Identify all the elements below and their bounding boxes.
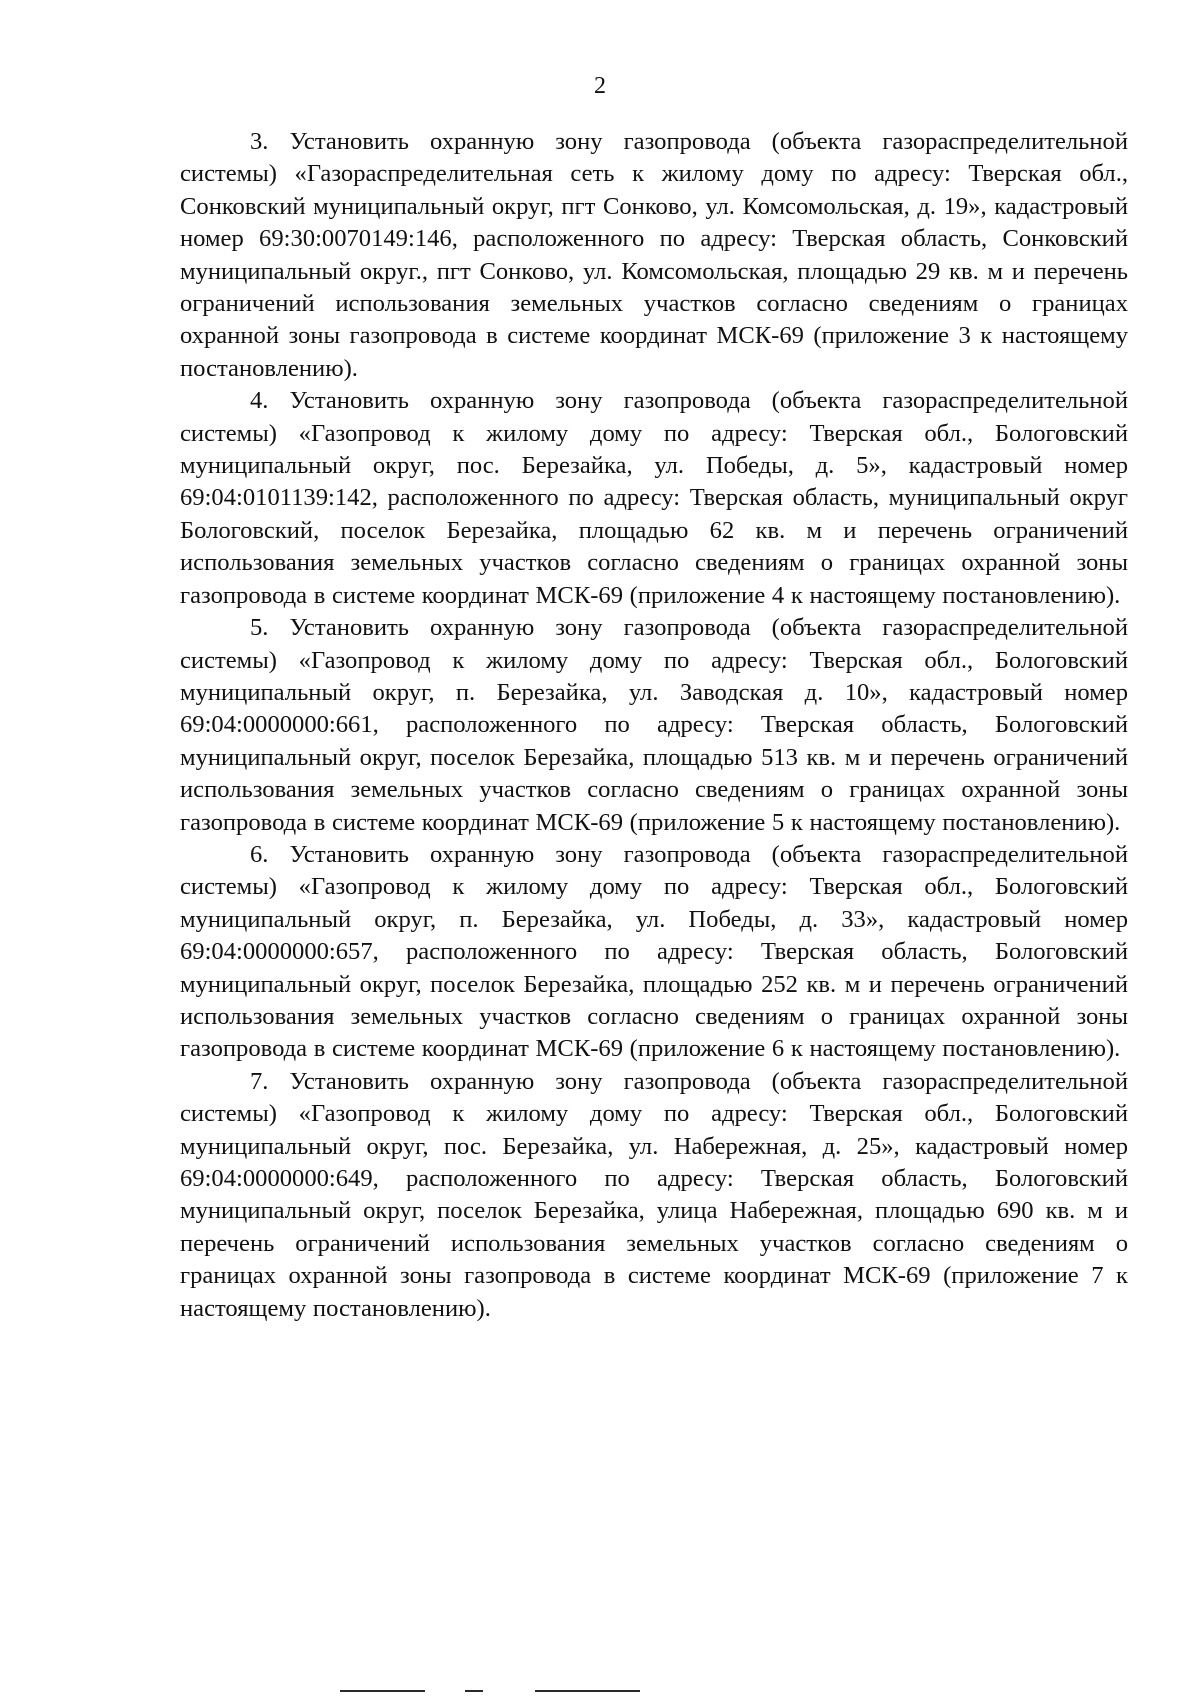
clause-6: 6. Установить охранную зону газопровода (объекта газораспределительной системы) «Газопровод к жилому дому по адресу: Тверская обл., Бологовский муниципальный округ, п. Березайка, ул. Победы, д. 33», кадастровый номер 69:04:0000000:657, расположенного по адресу: Тверская область, Бологовский муниципальный округ, поселок Березайка, площадью 252 кв. м и перечень ограничений использования земельных участков согласно сведениям о границах охранной зоны газопровода в системе координат МСК-69 (приложение 6 к настоящему постановлению). bbox=[180, 840, 1128, 1063]
scan-edge-marks bbox=[340, 1690, 840, 1696]
clause-5: 5. Установить охранную зону газопровода (объекта газораспределительной системы) «Газопровод к жилому дому по адресу: Тверская обл., Бологовский муниципальный округ, п. Березайка, ул. Заводская д. 10», кадастровый номер 69:04:0000000:661, расположенного по адресу: Тверская область, Бологовский муниципальный округ, поселок Березайка, площадью 513 кв. м и перечень ограничений использования земельных участков согласно сведениям о границах охранной зоны газопровода в системе координат МСК-69 (приложение 5 к настоящему постановлению). bbox=[180, 614, 1128, 836]
scan-mark bbox=[465, 1690, 483, 1692]
clause-4: 4. Установить охранную зону газопровода (объекта газораспределительной системы) «Газопровод к жилому дому по адресу: Тверская обл., Бологовский муниципальный округ, пос. Березайка, ул. Победы, д. 5», кадастровый номер 69:04:0101139:142, расположенного по адресу: Тверская область, муниципальный округ Бологовский, поселок Березайка, площадью 62 кв. м и перечень ограничений использования земельных участков согласно сведениям о границах охранной зоны газопровода в системе координат МСК-69 (приложение 4 к настоящему постановлению). bbox=[180, 387, 1128, 609]
document-body bbox=[180, 126, 1128, 1325]
clause-7: 7. Установить охранную зону газопровода (объекта газораспределительной системы) «Газопровод к жилому дому по адресу: Тверская обл., Бологовский муниципальный округ, пос. Березайка, ул. Набережная, д. 25», кадастровый номер 69:04:0000000:649, расположенного по адресу: Тверская область, Бологовский муниципальный округ, поселок Березайка, улица Набережная, площадью 690 кв. м и перечень ограничений использования земельных участков согласно сведениям о границах охранной зоны газопровода в системе координат МСК-69 (приложение 7 к настоящему постановлению). bbox=[180, 1067, 1128, 1322]
scan-mark bbox=[340, 1690, 425, 1692]
clause-3: 3. Установить охранную зону газопровода (объекта газораспределительной системы) «Газораспределительная сеть к жилому дому по адресу: Тверская обл., Сонковский муниципальный округ, пгт Сонково, ул. Комсомольская, д. 19», кадастровый номер 69:30:0070149:146, расположенного по адресу: Тверская область, Сонковский муниципальный округ., пгт Сонково, ул. Комсомольская, площадью 29 кв. м и перечень ограничений использования земельных участков согласно сведениям о границах охранной зоны газопровода в системе координат МСК-69 (приложение 3 к настоящему постановлению). bbox=[180, 128, 1128, 382]
scan-mark bbox=[535, 1690, 640, 1692]
page-number: 2 bbox=[594, 73, 606, 99]
